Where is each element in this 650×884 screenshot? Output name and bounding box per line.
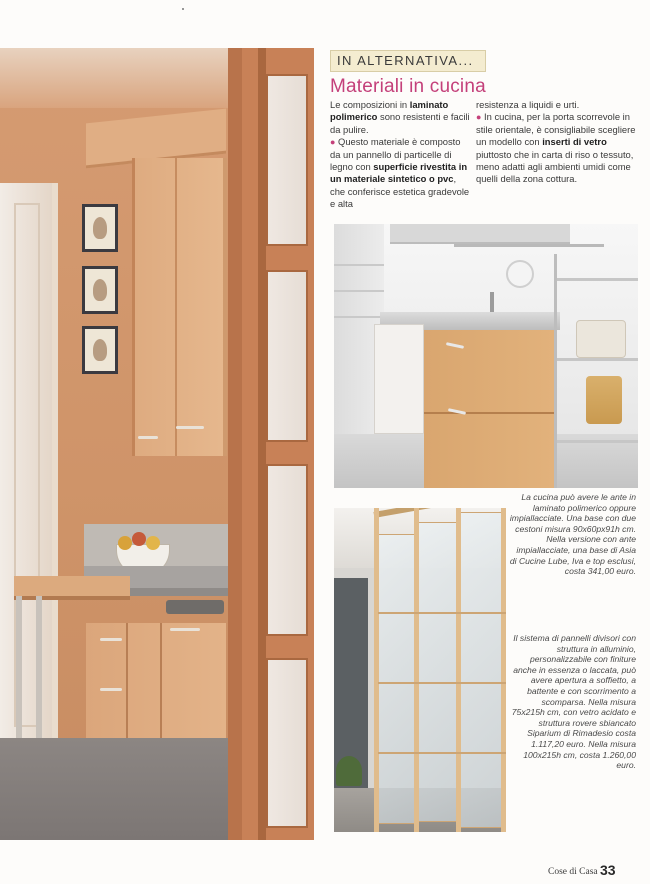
wall-picture — [82, 204, 118, 252]
section-kicker: IN ALTERNATIVA... — [330, 50, 486, 72]
wood-cabinet — [424, 330, 556, 488]
bullet-icon: ● — [476, 112, 482, 123]
article-title: Materiali in cucina — [330, 76, 486, 97]
upper-cabinet — [132, 158, 227, 456]
article-column-2: resistenza a liquidi e urti. ● In cucina, per la porta scorrevole in stile orientale, è consigliabile scegliere un modello con inserti di vetro piuttosto che in carta di riso o tessuto, meno adatti agli ambienti umidi come quelli della zona cottura. — [476, 99, 636, 185]
kitchen-table — [14, 576, 130, 600]
window — [0, 183, 58, 743]
bullet-icon: ● — [330, 137, 336, 148]
partition-caption: Il sistema di pannelli divisori con struttura in alluminio, personalizzabile con finiture anche in essenza o laccata, può avere apertura a soffietto, a battente e con scorrimento a scomparsa. Nella misura 75x215h cm, con vetro acidato e struttura rovere sbiancato Siparium di Rimadesio costa 1.117,20 euro. Nella misura 100x215h cm, costa 1.260,00 euro. — [511, 633, 636, 771]
article-column-1: Le composizioni in laminato polimerico sono resistenti e facili da pulire. ● Questo materiale è composto da un pannello di particelle di legno con superficie rivestita in un materiale sintetico o pvc, che conferisce estetica gradevole e alta — [330, 99, 470, 210]
kitchen-caption: La cucina può avere le ante in laminato polimerico oppure impiallacciate. Una base con due cestoni misura 90x60px91h cm. Nella versione con ante impiallacciate, una base di Asia di Cucine Lube, Iva e top esclusi, costa 341,00 euro. — [509, 492, 636, 577]
kitchen-photo-main — [0, 48, 314, 840]
wall-picture — [82, 266, 118, 314]
metal-shelf-unit — [554, 254, 638, 488]
wall-picture — [82, 326, 118, 374]
publication-name: Cose di Casa — [548, 867, 598, 877]
kitchen-photo-secondary — [334, 224, 638, 488]
sliding-door — [228, 48, 314, 840]
page-number: 33 — [600, 862, 616, 878]
partition-photo — [334, 508, 506, 832]
